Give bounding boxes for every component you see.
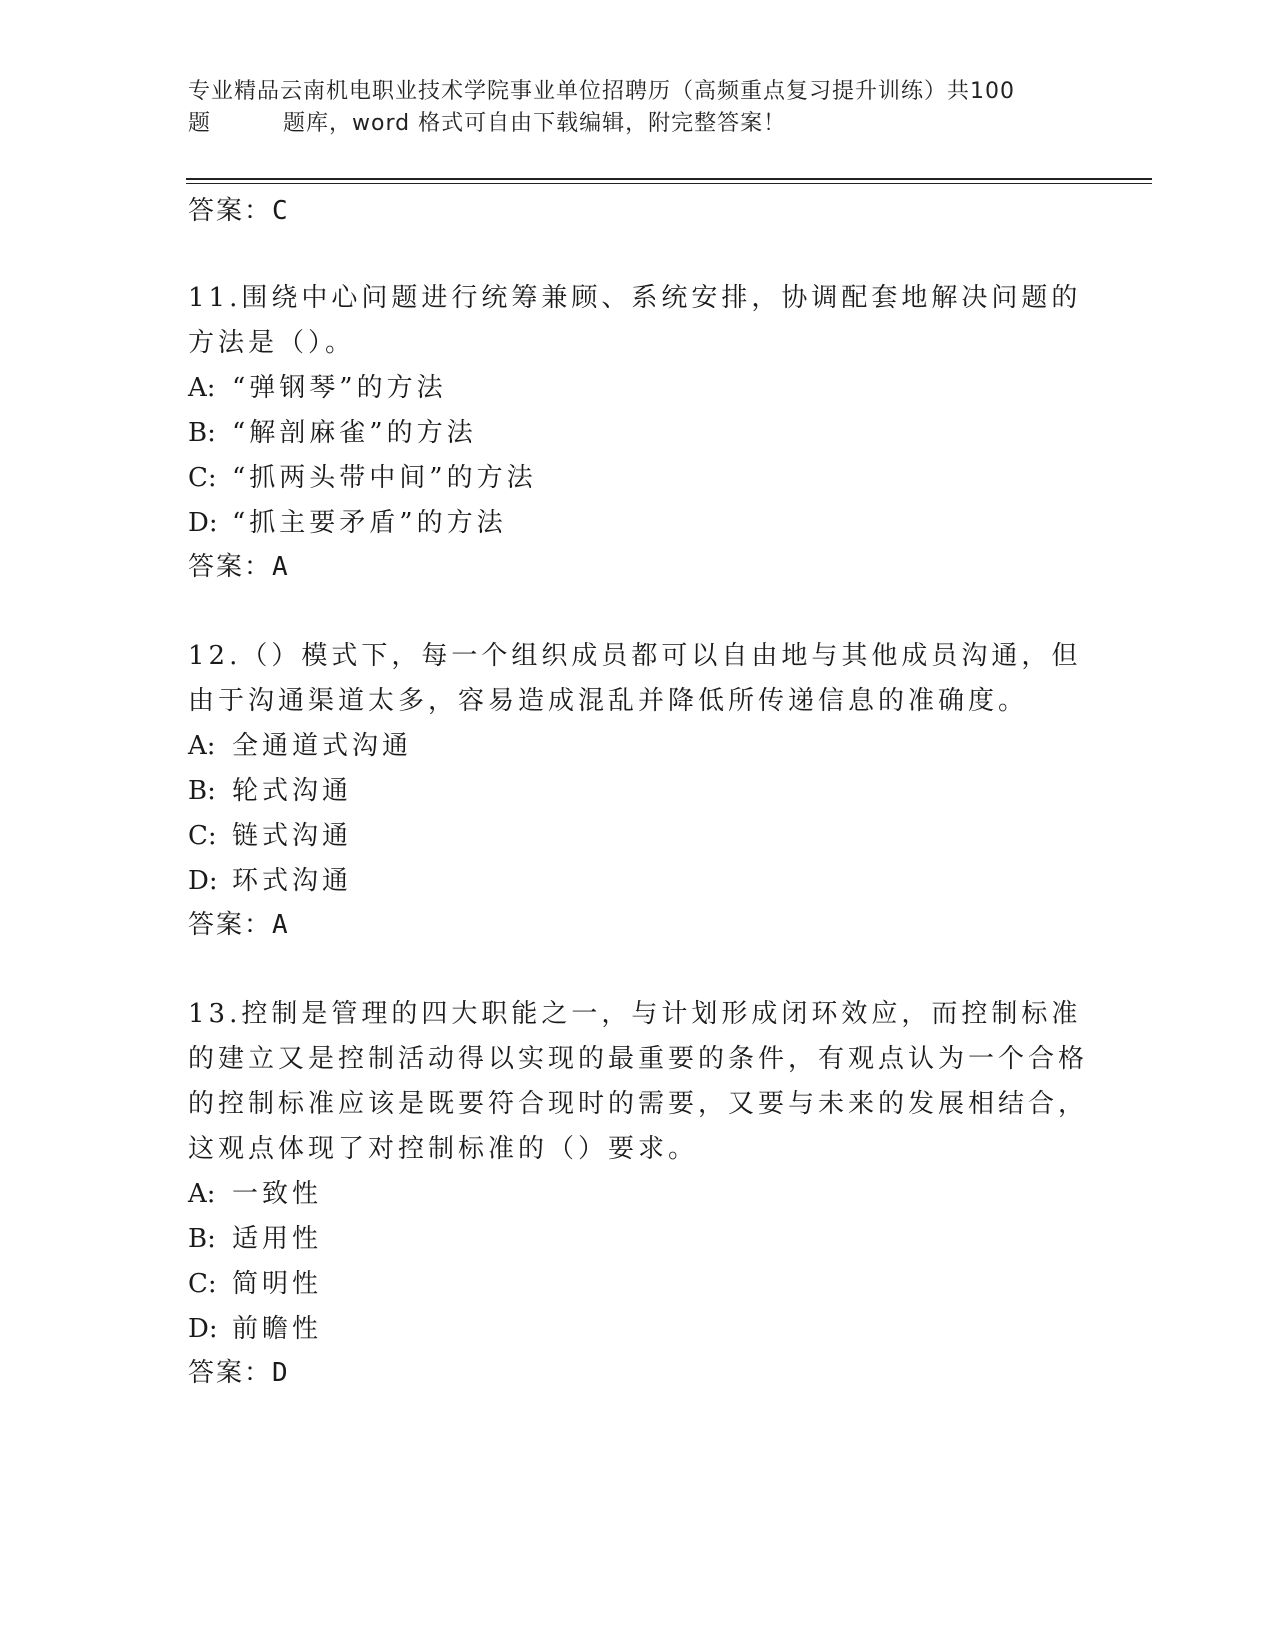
option-key: A: (188, 731, 216, 761)
question-content (188, 190, 1088, 1394)
option-c (188, 814, 1088, 859)
answer-line (188, 1352, 1088, 1394)
option-text: 一致性 (232, 1179, 323, 1209)
answer-line (188, 904, 1088, 946)
option-c (188, 1262, 1088, 1307)
question-block (188, 992, 1088, 1394)
question-number: 13. (188, 999, 242, 1029)
option-b (188, 1217, 1088, 1262)
answer-label: 答案： (188, 910, 273, 940)
answer-line (188, 546, 1088, 588)
question-text (188, 634, 1088, 724)
header-subtitle-part-a: 题 (188, 111, 212, 136)
answer-value: A (272, 910, 290, 940)
header-subtitle-line (188, 108, 1088, 140)
header-subtitle-part-b: 题库，word 格式可自由下载编辑，附完整答案！ (283, 111, 787, 136)
option-b (188, 411, 1088, 456)
answer-label: 答案： (188, 196, 273, 226)
option-text: “抓主要矛盾”的方法 (232, 508, 507, 538)
answer-value: C (272, 196, 290, 226)
option-text: 链式沟通 (232, 821, 353, 851)
option-key: C: (188, 463, 217, 493)
option-text: 环式沟通 (232, 866, 353, 896)
option-key: C: (188, 1269, 217, 1299)
option-key: B: (188, 418, 216, 448)
header-divider-thick (186, 178, 1152, 180)
option-key: B: (188, 1224, 216, 1254)
option-key: C: (188, 821, 217, 851)
option-a (188, 724, 1088, 769)
option-text: “弹钢琴”的方法 (232, 373, 447, 403)
header-title-line: 专业精品云南机电职业技术学院事业单位招聘历（高频重点复习提升训练）共100 (188, 79, 1015, 104)
question-number: 12. (188, 641, 242, 671)
page-header (188, 76, 1088, 140)
option-key: B: (188, 776, 216, 806)
question-body: （）模式下，每一个组织成员都可以自由地与其他成员沟通，但由于沟通渠道太多，容易造成混乱并降低所传递信息的准确度。 (188, 641, 1082, 716)
option-text: “抓两头带中间”的方法 (232, 463, 537, 493)
answer-label: 答案： (188, 552, 273, 582)
answer-label: 答案： (188, 1358, 273, 1388)
option-c (188, 456, 1088, 501)
option-key: D: (188, 1314, 218, 1344)
answer-value: D (272, 1358, 290, 1388)
answer-value: A (272, 552, 290, 582)
header-divider-thin (186, 183, 1152, 184)
option-text: 简明性 (232, 1269, 323, 1299)
option-key: A: (188, 1179, 216, 1209)
option-d (188, 859, 1088, 904)
option-key: D: (188, 866, 218, 896)
question-block (188, 634, 1088, 946)
question-text (188, 276, 1088, 366)
option-text: 适用性 (232, 1224, 323, 1254)
header-gap (211, 108, 283, 140)
option-key: A: (188, 373, 216, 403)
question-text (188, 992, 1088, 1172)
question-block (188, 276, 1088, 588)
option-key: D: (188, 508, 218, 538)
option-text: “解剖麻雀”的方法 (232, 418, 477, 448)
option-text: 前瞻性 (232, 1314, 323, 1344)
question-body: 控制是管理的四大职能之一，与计划形成闭环效应，而控制标准的建立又是控制活动得以实现的最重要的条件，有观点认为一个合格的控制标准应该是既要符合现时的需要，又要与未来的发展相结合，这观点体现了对控制标准的（）要求。 (188, 999, 1089, 1164)
option-b (188, 769, 1088, 814)
option-text: 全通道式沟通 (232, 731, 413, 761)
question-body: 围绕中心问题进行统筹兼顾、系统安排，协调配套地解决问题的方法是（）。 (188, 283, 1082, 358)
question-number: 11. (188, 283, 242, 313)
option-a (188, 366, 1088, 411)
option-a (188, 1172, 1088, 1217)
option-d (188, 501, 1088, 546)
answer-line-previous (188, 190, 1088, 232)
option-text: 轮式沟通 (232, 776, 353, 806)
option-d (188, 1307, 1088, 1352)
